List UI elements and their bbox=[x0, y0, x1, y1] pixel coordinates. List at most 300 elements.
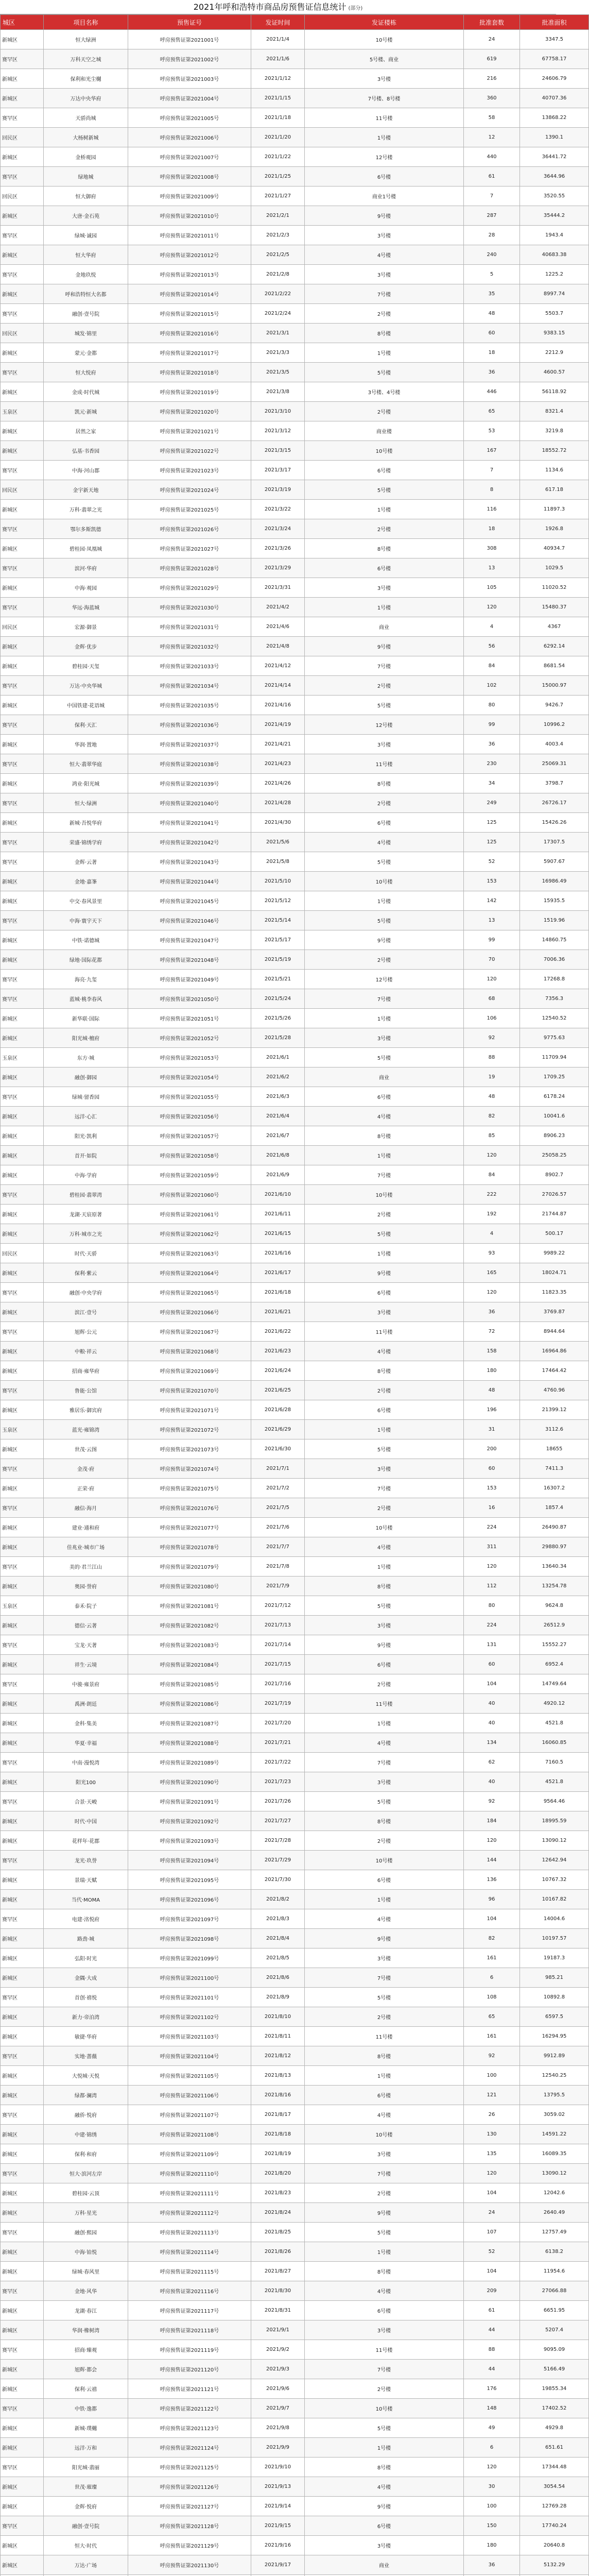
cell-units: 36 bbox=[464, 363, 520, 382]
cell-range: 9号楼 bbox=[305, 637, 464, 656]
cell-date: 2021/6/7 bbox=[251, 1126, 305, 1146]
cell-range: 6号楼 bbox=[305, 2086, 464, 2105]
cell-permit: 呼房预售证第2021037号 bbox=[128, 735, 251, 754]
cell-district: 回民区 bbox=[1, 1244, 44, 1263]
cell-project: 龙湖·春江 bbox=[44, 2301, 128, 2320]
table-row bbox=[1, 2007, 589, 2027]
cell-area: 1943.4 bbox=[520, 226, 589, 245]
cell-units: 13 bbox=[464, 558, 520, 578]
cell-area: 18995.59 bbox=[520, 1811, 589, 1831]
cell-range: 9号楼 bbox=[305, 2203, 464, 2223]
cell-units: 61 bbox=[464, 2301, 520, 2320]
cell-permit: 呼房预售证第2021058号 bbox=[128, 1146, 251, 1165]
cell-range: 5号楼 bbox=[305, 2418, 464, 2438]
cell-area: 10197.57 bbox=[520, 1929, 589, 1948]
cell-date: 2021/6/23 bbox=[251, 1342, 305, 1361]
cell-units: 12 bbox=[464, 128, 520, 147]
table-row bbox=[1, 1165, 589, 1185]
cell-district: 赛罕区 bbox=[1, 49, 44, 69]
table-row bbox=[1, 1244, 589, 1263]
cell-district: 玉泉区 bbox=[1, 1048, 44, 1067]
cell-date: 2021/6/4 bbox=[251, 1107, 305, 1126]
cell-district: 新城区 bbox=[1, 343, 44, 363]
cell-district: 玉泉区 bbox=[1, 1420, 44, 1439]
cell-date: 2021/9/17 bbox=[251, 2555, 305, 2575]
cell-area: 1519.96 bbox=[520, 911, 589, 930]
cell-area: 1225.2 bbox=[520, 265, 589, 284]
cell-date: 2021/9/2 bbox=[251, 2340, 305, 2360]
table-row bbox=[1, 265, 589, 284]
table-row bbox=[1, 1518, 589, 1537]
cell-area: 10041.6 bbox=[520, 1107, 589, 1126]
cell-district: 赛罕区 bbox=[1, 793, 44, 813]
cell-district: 新城区 bbox=[1, 1616, 44, 1635]
cell-project: 蓝城·桃李春风 bbox=[44, 989, 128, 1009]
cell-district: 新城区 bbox=[1, 2144, 44, 2164]
cell-permit: 呼房预售证第2021091号 bbox=[128, 1792, 251, 1811]
cell-range: 5号楼 bbox=[305, 696, 464, 715]
cell-permit: 呼房预售证第2021075号 bbox=[128, 1479, 251, 1498]
table-row bbox=[1, 930, 589, 950]
table-row bbox=[1, 2125, 589, 2144]
cell-area: 27026.57 bbox=[520, 1185, 589, 1205]
table-row bbox=[1, 1459, 589, 1479]
cell-range: 4号楼 bbox=[305, 1342, 464, 1361]
cell-date: 2021/4/12 bbox=[251, 656, 305, 676]
table-row bbox=[1, 108, 589, 128]
cell-range: 6号楼 bbox=[305, 558, 464, 578]
cell-district: 新城区 bbox=[1, 1831, 44, 1851]
cell-area: 13795.5 bbox=[520, 2086, 589, 2105]
cell-district: 赛罕区 bbox=[1, 2223, 44, 2242]
cell-project: 金辉·优步 bbox=[44, 637, 128, 656]
cell-district: 新城区 bbox=[1, 696, 44, 715]
cell-district: 赛罕区 bbox=[1, 970, 44, 989]
cell-permit: 呼房预售证第2021054号 bbox=[128, 1067, 251, 1087]
cell-area: 27066.88 bbox=[520, 2281, 589, 2301]
cell-district: 新城区 bbox=[1, 2555, 44, 2575]
cell-units: 120 bbox=[464, 2164, 520, 2183]
cell-project: 万达·广场 bbox=[44, 2555, 128, 2575]
cell-range: 2号楼 bbox=[305, 1674, 464, 1694]
cell-project: 远洋·心汇 bbox=[44, 1107, 128, 1126]
cell-area: 8997.74 bbox=[520, 284, 589, 304]
cell-units: 100 bbox=[464, 2066, 520, 2086]
cell-units: 134 bbox=[464, 1733, 520, 1753]
cell-units: 224 bbox=[464, 1518, 520, 1537]
cell-range: 11号楼 bbox=[305, 108, 464, 128]
cell-permit: 呼房预售证第2021010号 bbox=[128, 206, 251, 226]
cell-project: 万科天空之城 bbox=[44, 49, 128, 69]
cell-range: 1号楼 bbox=[305, 1146, 464, 1165]
cell-units: 130 bbox=[464, 2125, 520, 2144]
cell-area: 4521.8 bbox=[520, 1714, 589, 1733]
cell-units: 92 bbox=[464, 1792, 520, 1811]
cell-date: 2021/5/28 bbox=[251, 1028, 305, 1048]
cell-date: 2021/8/12 bbox=[251, 2046, 305, 2066]
cell-date: 2021/4/14 bbox=[251, 676, 305, 696]
cell-permit: 呼房预售证第2021099号 bbox=[128, 1948, 251, 1968]
cell-area: 17402.52 bbox=[520, 2399, 589, 2418]
cell-permit: 呼房预售证第2021116号 bbox=[128, 2281, 251, 2301]
cell-units: 104 bbox=[464, 2262, 520, 2281]
cell-range: 5号楼 bbox=[305, 852, 464, 872]
cell-range: 4号楼 bbox=[305, 1909, 464, 1929]
cell-units: 93 bbox=[464, 1244, 520, 1263]
cell-date: 2021/8/13 bbox=[251, 2066, 305, 2086]
cell-date: 2021/4/8 bbox=[251, 637, 305, 656]
cell-range: 4号楼 bbox=[305, 2281, 464, 2301]
cell-date: 2021/1/12 bbox=[251, 69, 305, 89]
cell-district: 新城区 bbox=[1, 500, 44, 519]
table-row bbox=[1, 852, 589, 872]
cell-district: 新城区 bbox=[1, 1126, 44, 1146]
cell-permit: 呼房预售证第2021051号 bbox=[128, 1009, 251, 1028]
table-row bbox=[1, 480, 589, 500]
cell-units: 8 bbox=[464, 480, 520, 500]
cell-project: 大杨树新城 bbox=[44, 128, 128, 147]
cell-district: 新城区 bbox=[1, 1733, 44, 1753]
cell-units: 120 bbox=[464, 2458, 520, 2477]
cell-permit: 呼房预售证第2021004号 bbox=[128, 89, 251, 108]
cell-area: 617.18 bbox=[520, 480, 589, 500]
header-area: 批准面积 bbox=[520, 15, 589, 30]
cell-units: 96 bbox=[464, 1890, 520, 1909]
cell-district: 新城区 bbox=[1, 2262, 44, 2281]
cell-project: 当代·MOMA bbox=[44, 1890, 128, 1909]
cell-area: 14004.6 bbox=[520, 1909, 589, 1929]
cell-permit: 呼房预售证第2021020号 bbox=[128, 402, 251, 421]
cell-area: 10996.2 bbox=[520, 715, 589, 735]
cell-units: 5 bbox=[464, 265, 520, 284]
cell-project: 恒大·绿洲 bbox=[44, 793, 128, 813]
cell-range: 4号楼 bbox=[305, 1537, 464, 1557]
cell-range: 10号楼 bbox=[305, 1185, 464, 1205]
cell-units: 60 bbox=[464, 324, 520, 343]
cell-units: 44 bbox=[464, 2360, 520, 2379]
table-row bbox=[1, 1733, 589, 1753]
cell-range: 5号楼 bbox=[305, 1792, 464, 1811]
cell-project: 中建·锦绣 bbox=[44, 2125, 128, 2144]
table-row bbox=[1, 833, 589, 852]
cell-units: 68 bbox=[464, 989, 520, 1009]
table-row bbox=[1, 1205, 589, 1224]
cell-project: 美的·君兰江山 bbox=[44, 1557, 128, 1577]
cell-date: 2021/8/17 bbox=[251, 2105, 305, 2125]
cell-date: 2021/8/4 bbox=[251, 1929, 305, 1948]
cell-date: 2021/2/24 bbox=[251, 304, 305, 324]
cell-range: 9号楼 bbox=[305, 206, 464, 226]
cell-date: 2021/6/15 bbox=[251, 1224, 305, 1244]
cell-range: 10号楼 bbox=[305, 872, 464, 891]
cell-district: 回民区 bbox=[1, 128, 44, 147]
cell-district: 新城区 bbox=[1, 2320, 44, 2340]
table-row bbox=[1, 1224, 589, 1244]
cell-permit: 呼房预售证第2021016号 bbox=[128, 324, 251, 343]
cell-units: 49 bbox=[464, 2418, 520, 2438]
cell-units: 135 bbox=[464, 2144, 520, 2164]
cell-units: 60 bbox=[464, 1459, 520, 1479]
cell-project: 金地玖悦 bbox=[44, 265, 128, 284]
cell-area: 2212.9 bbox=[520, 343, 589, 363]
cell-permit: 呼房预售证第2021027号 bbox=[128, 539, 251, 558]
cell-area: 12540.25 bbox=[520, 2066, 589, 2086]
cell-area: 17307.5 bbox=[520, 833, 589, 852]
cell-district: 赛罕区 bbox=[1, 911, 44, 930]
cell-units: 24 bbox=[464, 30, 520, 49]
cell-district: 新城区 bbox=[1, 1165, 44, 1185]
cell-district: 赛罕区 bbox=[1, 461, 44, 480]
cell-range: 6号楼 bbox=[305, 1087, 464, 1107]
table-row bbox=[1, 598, 589, 617]
cell-units: 18 bbox=[464, 519, 520, 539]
cell-date: 2021/6/22 bbox=[251, 1322, 305, 1342]
table-row bbox=[1, 696, 589, 715]
cell-district: 回民区 bbox=[1, 187, 44, 206]
cell-range: 6号楼 bbox=[305, 1655, 464, 1674]
cell-range: 11号楼 bbox=[305, 1694, 464, 1714]
cell-date: 2021/1/4 bbox=[251, 30, 305, 49]
cell-area: 6138.2 bbox=[520, 2242, 589, 2262]
cell-project: 敏捷·华府 bbox=[44, 2027, 128, 2046]
cell-units: 440 bbox=[464, 147, 520, 167]
cell-permit: 呼房预售证第2021085号 bbox=[128, 1674, 251, 1694]
cell-date: 2021/8/25 bbox=[251, 2223, 305, 2242]
cell-project: 华润·橡树湾 bbox=[44, 2320, 128, 2340]
cell-units: 30 bbox=[464, 2477, 520, 2497]
cell-range: 8号楼 bbox=[305, 1361, 464, 1381]
cell-area: 13640.34 bbox=[520, 1557, 589, 1577]
cell-permit: 呼房预售证第2021019号 bbox=[128, 382, 251, 402]
table-row bbox=[1, 49, 589, 69]
cell-date: 2021/7/2 bbox=[251, 1479, 305, 1498]
table-row bbox=[1, 754, 589, 774]
cell-range: 11号楼 bbox=[305, 2027, 464, 2046]
cell-area: 12769.28 bbox=[520, 2497, 589, 2516]
cell-date: 2021/1/27 bbox=[251, 187, 305, 206]
cell-units: 56 bbox=[464, 637, 520, 656]
cell-range: 3号楼 bbox=[305, 2320, 464, 2340]
cell-project: 金科·集美 bbox=[44, 1714, 128, 1733]
cell-permit: 呼房预售证第2021021号 bbox=[128, 421, 251, 441]
cell-district: 赛罕区 bbox=[1, 1557, 44, 1577]
cell-area: 40934.7 bbox=[520, 539, 589, 558]
cell-range: 商业 bbox=[305, 1067, 464, 1087]
cell-area: 7411.3 bbox=[520, 1459, 589, 1479]
cell-district: 赛罕区 bbox=[1, 2281, 44, 2301]
cell-area: 21399.12 bbox=[520, 1400, 589, 1420]
cell-permit: 呼房预售证第2021129号 bbox=[128, 2536, 251, 2555]
cell-permit: 呼房预售证第2021007号 bbox=[128, 147, 251, 167]
cell-permit: 呼房预售证第2021077号 bbox=[128, 1518, 251, 1537]
table-row bbox=[1, 1537, 589, 1557]
cell-date: 2021/9/13 bbox=[251, 2477, 305, 2497]
cell-project: 宝龙·天著 bbox=[44, 1635, 128, 1655]
cell-range: 6号楼 bbox=[305, 1870, 464, 1890]
cell-permit: 呼房预售证第2021072号 bbox=[128, 1420, 251, 1439]
cell-units: 249 bbox=[464, 793, 520, 813]
cell-range: 7号楼 bbox=[305, 1165, 464, 1185]
table-row bbox=[1, 2281, 589, 2301]
cell-area: 24606.79 bbox=[520, 69, 589, 89]
cell-area: 5166.49 bbox=[520, 2360, 589, 2379]
cell-permit: 呼房预售证第2021113号 bbox=[128, 2223, 251, 2242]
cell-district: 新城区 bbox=[1, 2477, 44, 2497]
cell-district: 赛罕区 bbox=[1, 1322, 44, 1342]
table-row bbox=[1, 1831, 589, 1851]
cell-district: 赛罕区 bbox=[1, 1635, 44, 1655]
cell-permit: 呼房预售证第2021006号 bbox=[128, 128, 251, 147]
cell-area: 13090.12 bbox=[520, 1831, 589, 1851]
cell-date: 2021/4/23 bbox=[251, 754, 305, 774]
cell-permit: 呼房预售证第2021095号 bbox=[128, 1870, 251, 1890]
table-row bbox=[1, 1557, 589, 1577]
cell-range: 10号楼 bbox=[305, 2399, 464, 2418]
cell-units: 209 bbox=[464, 2281, 520, 2301]
cell-range: 1号楼 bbox=[305, 2438, 464, 2458]
cell-area: 6292.14 bbox=[520, 637, 589, 656]
cell-area: 14860.75 bbox=[520, 930, 589, 950]
cell-permit: 呼房预售证第2021036号 bbox=[128, 715, 251, 735]
cell-project: 弘阳·时光 bbox=[44, 1948, 128, 1968]
cell-permit: 呼房预售证第2021042号 bbox=[128, 833, 251, 852]
cell-area: 12540.52 bbox=[520, 1009, 589, 1028]
cell-units: 70 bbox=[464, 950, 520, 970]
cell-date: 2021/4/28 bbox=[251, 793, 305, 813]
cell-range: 3号楼 bbox=[305, 1772, 464, 1792]
cell-project: 路劲·城 bbox=[44, 1929, 128, 1948]
cell-units: 24 bbox=[464, 2203, 520, 2223]
cell-district: 新城区 bbox=[1, 2007, 44, 2027]
cell-range: 3号楼 bbox=[305, 1948, 464, 1968]
cell-date: 2021/7/12 bbox=[251, 1596, 305, 1616]
cell-date: 2021/5/17 bbox=[251, 930, 305, 950]
cell-permit: 呼房预售证第2021128号 bbox=[128, 2516, 251, 2536]
cell-date: 2021/5/12 bbox=[251, 891, 305, 911]
cell-date: 2021/1/22 bbox=[251, 147, 305, 167]
cell-area: 18024.71 bbox=[520, 1263, 589, 1283]
cell-range: 1号楼 bbox=[305, 128, 464, 147]
table-row bbox=[1, 578, 589, 598]
table-row bbox=[1, 69, 589, 89]
cell-area: 9564.46 bbox=[520, 1792, 589, 1811]
cell-project: 保利·天汇 bbox=[44, 715, 128, 735]
cell-date: 2021/5/26 bbox=[251, 1009, 305, 1028]
cell-area: 14749.64 bbox=[520, 1674, 589, 1694]
cell-date: 2021/7/29 bbox=[251, 1851, 305, 1870]
table-row bbox=[1, 891, 589, 911]
cell-date: 2021/7/14 bbox=[251, 1635, 305, 1655]
cell-area: 11823.35 bbox=[520, 1283, 589, 1302]
cell-project: 新城·璞樾 bbox=[44, 2418, 128, 2438]
cell-permit: 呼房预售证第2021015号 bbox=[128, 304, 251, 324]
table-row bbox=[1, 1948, 589, 1968]
cell-area: 15000.97 bbox=[520, 676, 589, 696]
cell-units: 36 bbox=[464, 735, 520, 754]
cell-permit: 呼房预售证第2021056号 bbox=[128, 1107, 251, 1126]
table-row bbox=[1, 1968, 589, 1988]
cell-area: 4600.57 bbox=[520, 363, 589, 382]
cell-district: 赛罕区 bbox=[1, 1459, 44, 1479]
cell-permit: 呼房预售证第2021111号 bbox=[128, 2183, 251, 2203]
cell-project: 旭辉·公元 bbox=[44, 1322, 128, 1342]
table-row bbox=[1, 324, 589, 343]
cell-units: 65 bbox=[464, 2007, 520, 2027]
cell-area: 8681.54 bbox=[520, 656, 589, 676]
cell-district: 新城区 bbox=[1, 206, 44, 226]
cell-district: 新城区 bbox=[1, 1342, 44, 1361]
cell-permit: 呼房预售证第2021122号 bbox=[128, 2399, 251, 2418]
cell-area: 8321.4 bbox=[520, 402, 589, 421]
cell-project: 金辉·悦府 bbox=[44, 2497, 128, 2516]
cell-permit: 呼房预售证第2021106号 bbox=[128, 2086, 251, 2105]
cell-area: 18655 bbox=[520, 1439, 589, 1459]
cell-range: 7号楼 bbox=[305, 284, 464, 304]
cell-date: 2021/1/18 bbox=[251, 108, 305, 128]
table-row bbox=[1, 1479, 589, 1498]
cell-range: 9号楼 bbox=[305, 1263, 464, 1283]
cell-project: 正荣·府 bbox=[44, 1479, 128, 1498]
cell-permit: 呼房预售证第2021050号 bbox=[128, 989, 251, 1009]
cell-district: 新城区 bbox=[1, 1263, 44, 1283]
cell-permit: 呼房预售证第2021112号 bbox=[128, 2203, 251, 2223]
cell-range: 7号楼 bbox=[305, 2164, 464, 2183]
cell-area: 7006.36 bbox=[520, 950, 589, 970]
cell-permit: 呼房预售证第2021123号 bbox=[128, 2418, 251, 2438]
cell-range: 1号楼 bbox=[305, 1557, 464, 1577]
cell-permit: 呼房预售证第2021017号 bbox=[128, 343, 251, 363]
cell-permit: 呼房预售证第2021055号 bbox=[128, 1087, 251, 1107]
cell-date: 2021/6/24 bbox=[251, 1361, 305, 1381]
cell-project: 万科·翡翠之光 bbox=[44, 500, 128, 519]
cell-area: 4760.96 bbox=[520, 1381, 589, 1400]
cell-project: 实地·蔷薇 bbox=[44, 2046, 128, 2066]
cell-permit: 呼房预售证第2021025号 bbox=[128, 500, 251, 519]
cell-range: 7号楼 bbox=[305, 989, 464, 1009]
table-row bbox=[1, 970, 589, 989]
table-row bbox=[1, 30, 589, 49]
cell-units: 131 bbox=[464, 1635, 520, 1655]
cell-district: 赛罕区 bbox=[1, 1909, 44, 1929]
table-row bbox=[1, 2477, 589, 2497]
table-row bbox=[1, 1185, 589, 1205]
cell-area: 40683.38 bbox=[520, 245, 589, 265]
cell-range: 8号楼 bbox=[305, 1126, 464, 1146]
cell-permit: 呼房预售证第2021024号 bbox=[128, 480, 251, 500]
cell-area: 8944.64 bbox=[520, 1322, 589, 1342]
cell-project: 万科·星光 bbox=[44, 2203, 128, 2223]
cell-district: 赛罕区 bbox=[1, 2164, 44, 2183]
cell-units: 16 bbox=[464, 1498, 520, 1518]
cell-units: 28 bbox=[464, 226, 520, 245]
cell-area: 3112.6 bbox=[520, 1420, 589, 1439]
table-row bbox=[1, 1792, 589, 1811]
cell-district: 新城区 bbox=[1, 1948, 44, 1968]
cell-project: 东方·城 bbox=[44, 1048, 128, 1067]
table-row bbox=[1, 2027, 589, 2046]
cell-project: 融创·壹号院 bbox=[44, 2516, 128, 2536]
header-project: 项目名称 bbox=[44, 15, 128, 30]
cell-district: 新城区 bbox=[1, 930, 44, 950]
cell-date: 2021/9/8 bbox=[251, 2418, 305, 2438]
cell-area: 1709.25 bbox=[520, 1067, 589, 1087]
cell-project: 绿都·澜湾 bbox=[44, 2086, 128, 2105]
cell-permit: 呼房预售证第2021047号 bbox=[128, 930, 251, 950]
table-row bbox=[1, 2183, 589, 2203]
cell-date: 2021/7/27 bbox=[251, 1811, 305, 1831]
cell-date: 2021/8/20 bbox=[251, 2164, 305, 2183]
cell-project: 中骏·雍景府 bbox=[44, 1674, 128, 1694]
